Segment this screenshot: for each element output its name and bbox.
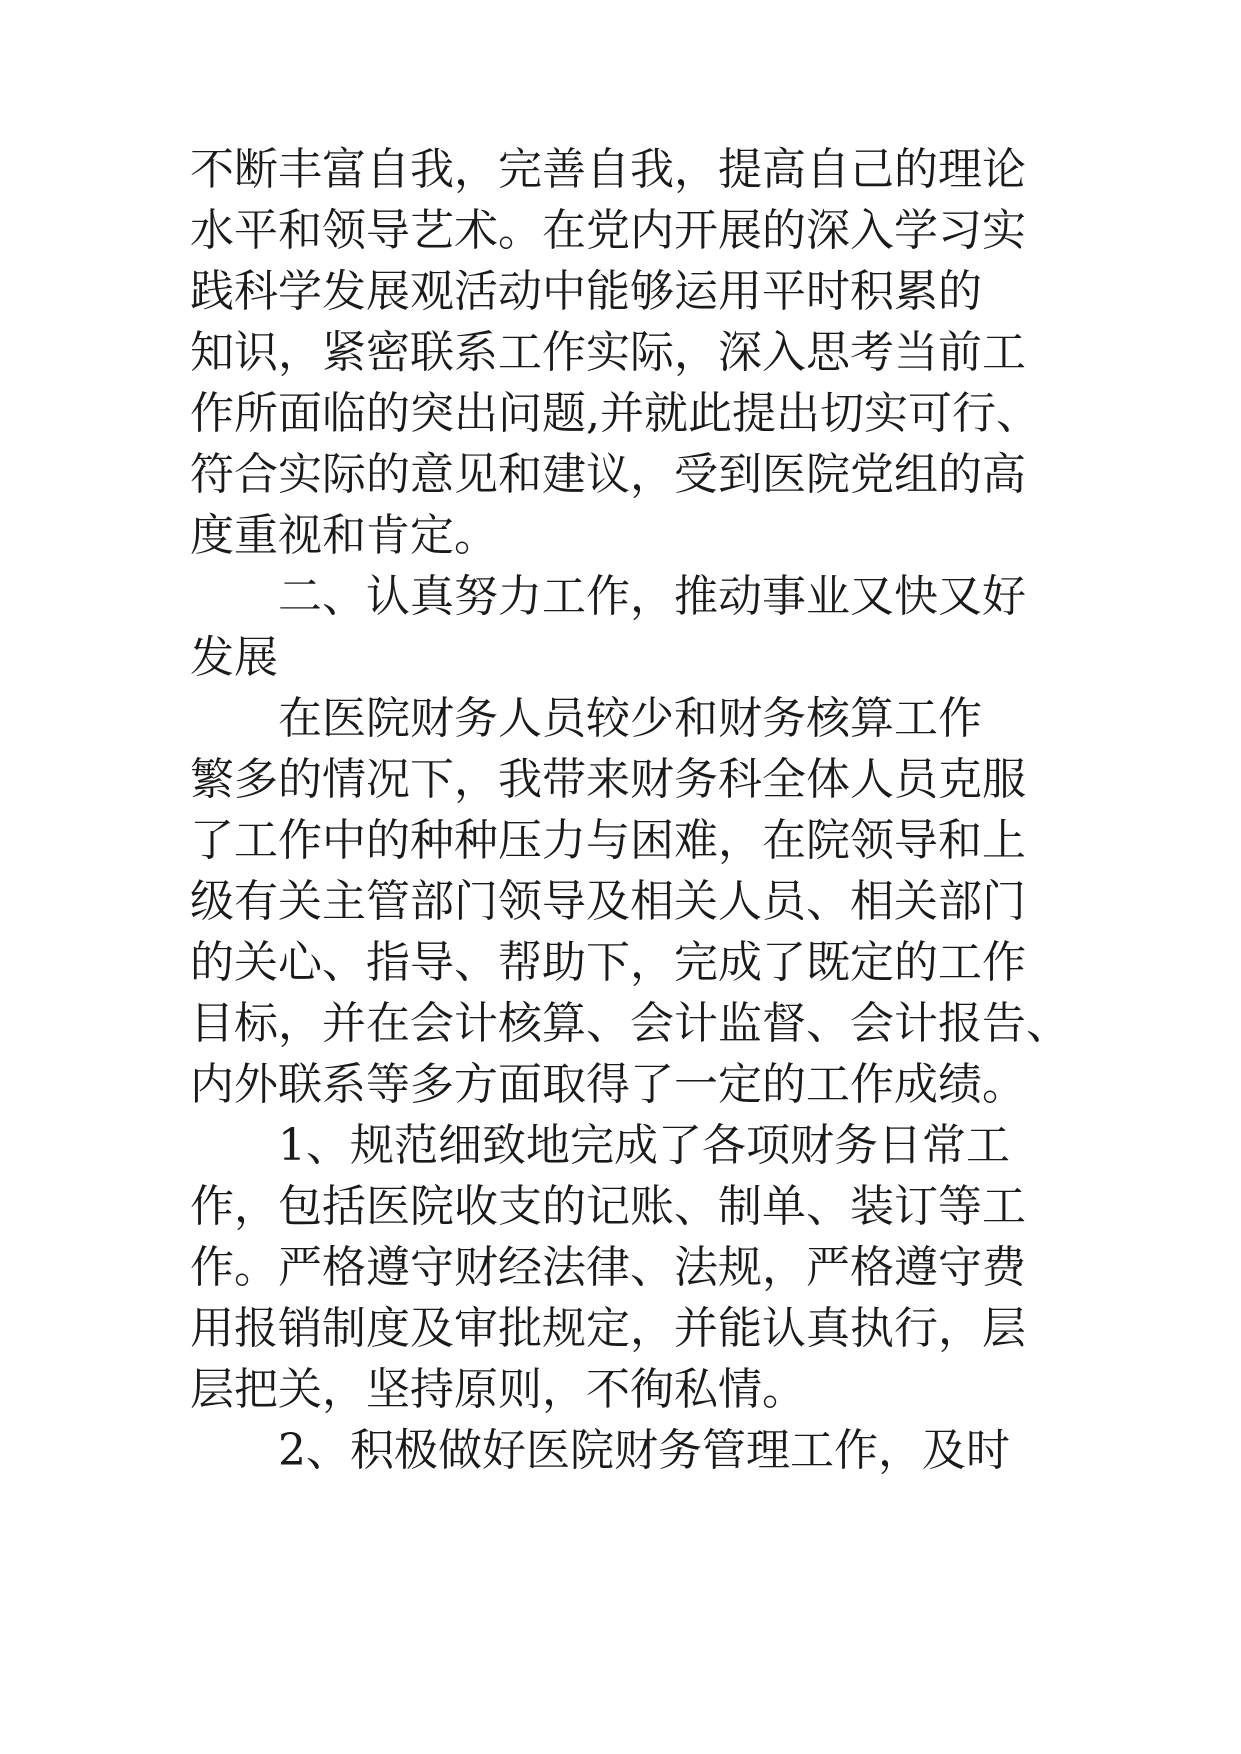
text-line: 了工作中的种种压力与困难，在院领导和上 [190, 815, 1026, 866]
text-line: 作，包括医院收支的记账、制单、装订等工 [190, 1181, 1026, 1232]
text-line: 的关心、指导、帮助下，完成了既定的工作 [190, 937, 1026, 988]
text-line: 繁多的情况下，我带来财务科全体人员克服 [190, 754, 1026, 805]
text-line: 践科学发展观活动中能够运用平时积累的 [190, 266, 982, 317]
text-line: 内外联系等多方面取得了一定的工作成绩。 [190, 1059, 1026, 1110]
section-heading: 二、认真努力工作，推动事业又快又好 [278, 571, 1026, 622]
text-line: 符合实际的意见和建议，受到医院党组的高 [190, 449, 1026, 500]
text-line: 作。严格遵守财经法律、法规，严格遵守费 [190, 1242, 1026, 1293]
text-line: 度重视和肯定。 [190, 510, 498, 561]
text-line: 层把关，坚持原则，不徇私情。 [190, 1364, 806, 1415]
text-line: 级有关主管部门领导及相关人员、相关部门 [190, 876, 1026, 927]
text-line: 作所面临的突出问题,并就此提出切实可行、 [190, 388, 1040, 439]
text-line: 目标，并在会计核算、会计监督、会计报告、 [190, 998, 1070, 1049]
paragraph-start: 在医院财务人员较少和财务核算工作 [278, 693, 982, 744]
text-line: 不断丰富自我，完善自我，提高自己的理论 [190, 144, 1026, 195]
text-line: 水平和领导艺术。在党内开展的深入学习实 [190, 205, 1026, 256]
text-line: 知识，紧密联系工作实际，深入思考当前工 [190, 327, 1026, 378]
section-heading-continued: 发展 [190, 632, 278, 683]
text-line: 用报销制度及审批规定，并能认真执行，层 [190, 1303, 1026, 1354]
list-item-start: 2、积极做好医院财务管理工作，及时 [278, 1425, 1010, 1476]
list-item-start: 1、规范细致地完成了各项财务日常工 [278, 1120, 1010, 1171]
